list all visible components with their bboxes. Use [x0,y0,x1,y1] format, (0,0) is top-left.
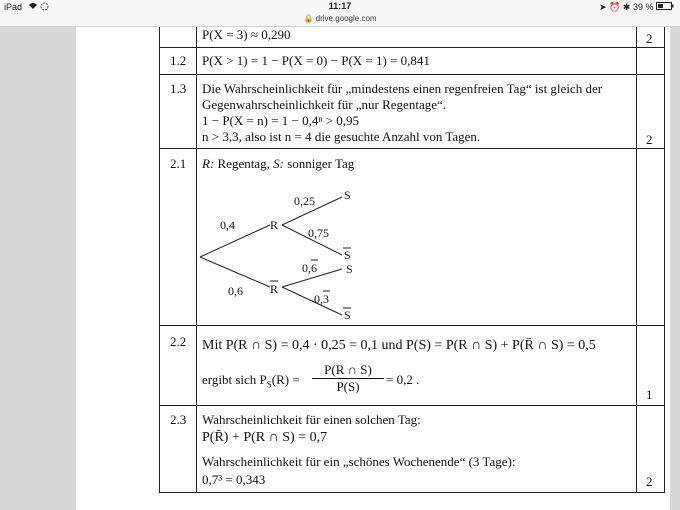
row-divider [159,74,665,75]
location-icon: ➤ [599,2,607,12]
formula: 1 − P(X = n) = 1 − 0,4ⁿ > 0,95 [202,113,360,128]
node-r: R [270,218,279,232]
fraction [312,362,384,395]
legend-s-text: sonniger Tag [283,156,355,171]
branch-prob-rbar: 0,6 [228,284,243,298]
table-col-divider-2 [636,27,637,493]
table-border-left [159,27,160,493]
formula: P(R̄) + P(R ∩ S) = 0,7 [202,430,328,445]
bluetooth-icon: ✱ [622,2,631,12]
branch-prob-rbar-sbar: 0,3 [314,292,329,306]
formula: P(X > 1) = 1 − P(X = 0) − P(X = 1) = 0,841 [202,53,430,68]
formula: 0,7³ = 0,343 [202,472,266,487]
device-label: iPad [4,2,23,12]
row-number: 2.3 [170,412,187,427]
points: 2 [646,474,653,489]
formula-result-line [202,372,300,393]
table-border-bottom [159,492,665,493]
row-number: 1.2 [170,53,187,68]
url-bar[interactable] [0,14,680,27]
subscript: S [266,379,272,390]
text-line: Die Wahrscheinlichkeit für „mindestens einen regenfreien Tag“ ist gleich der [202,81,603,96]
branch-prob-r-s: 0,25 [294,194,315,208]
points: 1 [646,387,653,402]
text-ergibt: ergibt sich P [202,372,267,387]
legend-r-text: Regentag, [214,156,274,171]
lock-icon: 🔒 [303,14,314,23]
row-number: 1.3 [170,81,187,96]
leaf-s: S [346,262,353,276]
text-pr: (R) = [271,372,300,387]
probability-tree [196,177,396,327]
url-text: drive.google.com [315,14,377,23]
legend-r-symbol: R: [202,156,215,171]
row-divider [159,148,665,149]
table-border-right [664,27,665,493]
row-number: 2.1 [170,156,187,171]
legend-line [202,156,354,171]
points: 2 [646,31,653,46]
legend-s-symbol: S: [273,156,284,171]
formula-result: = 0,2 . [386,372,420,387]
leaf-sbar: S [344,308,351,322]
viewer-background-right [670,27,680,510]
node-rbar: R [270,282,279,296]
leaf-s: S [344,188,351,202]
text-line: Gegenwahrscheinlichkeit für „nur Regentage“. [202,97,447,112]
clock: 11:17 [328,1,352,11]
leaf-sbar: S [344,248,351,262]
battery-icon [656,2,674,12]
branch-prob-r: 0,4 [220,218,235,232]
branch-prob-r-sbar: 0,75 [308,226,329,240]
points: 2 [646,132,653,147]
fraction-denominator: P(S) [312,378,384,395]
text-line: Wahrscheinlichkeit für ein „schönes Wochenende“ (3 Tage): [202,454,516,469]
text-line: n > 3,3, also ist n = 4 die gesuchte Anzahl von Tagen. [202,129,481,144]
status-bar [0,0,680,14]
fraction-numerator: P(R ∩ S) [324,362,372,377]
text-line: Wahrscheinlichkeit für einen solchen Tag: [202,412,421,427]
formula: P(X = 3) ≈ 0,290 [202,27,291,42]
branch-prob-rbar-s: 0,6 [302,261,317,275]
alarm-icon: ⏰ [609,2,621,12]
viewer-background-left [0,27,76,510]
formula: Mit P(R ∩ S) = 0,4 · 0,25 = 0,1 und P(S) = P(R ∩ S) + P(R̄ ∩ S) = 0,5 [202,338,596,353]
document-page [76,27,670,510]
row-divider [159,405,665,406]
row-divider [159,47,665,48]
status-icons [599,2,674,13]
battery-percent: 39 % [632,2,654,12]
row-number: 2.2 [170,334,187,349]
